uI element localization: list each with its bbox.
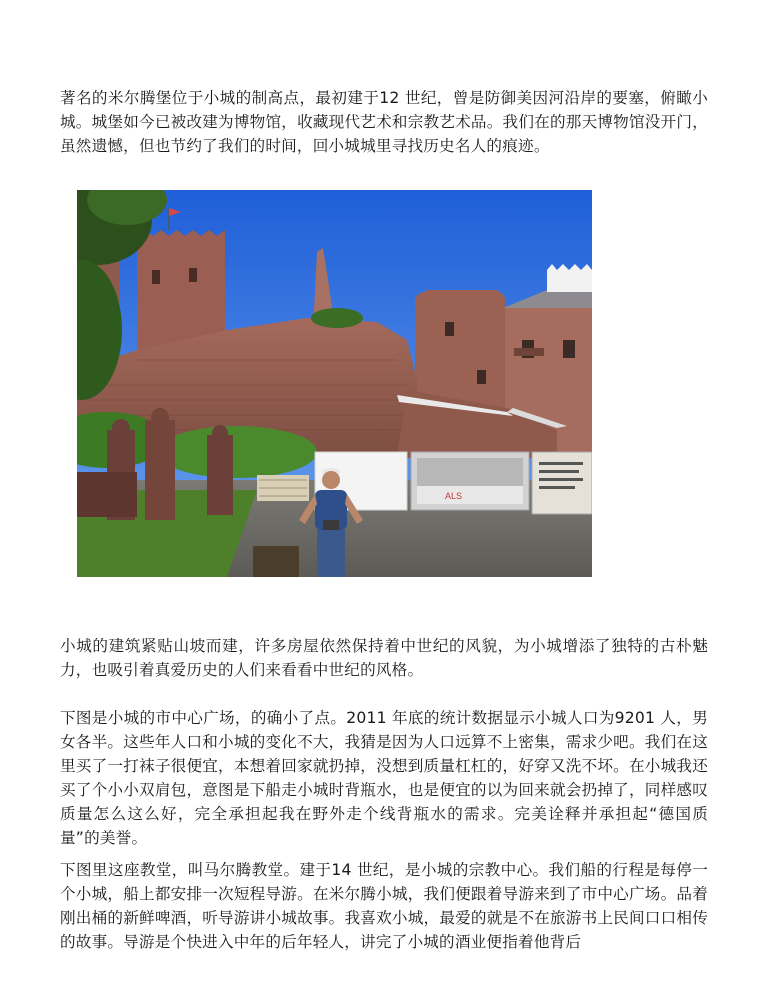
castle-photo [77,190,592,577]
paragraph-architecture: 小城的建筑紧贴山坡而建，许多房屋依然保持着中世纪的风貌，为小城增添了独特的古朴魅力，也吸引着真爱历史的人们来看看中世纪的风格。 [60,637,708,679]
construction-sign-text: ALS [445,491,463,501]
paragraph-castle-intro: 著名的米尔腾堡位于小城的制高点，最初建于12 世纪，曾是防御美因河沿岸的要塞，俯瞰小城。城堡如今已被改建为博物馆，收藏现代艺术和宗教艺术品。我们在的那天博物馆没开门，虽然遗憾，但也节约了我们的时间，回小城城里寻找历史名人的痕迹。 [60,89,708,155]
paragraph-church: 下图里这座教堂，叫马尔腾教堂。建于14 世纪，是小城的宗教中心。我们船的行程是每停一个小城，船上都安排一次短程导游。在米尔腾小城，我们便跟着导游来到了市中心广场。品着刚出桶的新鲜啤酒，听导游讲小城故事。我喜欢小城，最爱的就是不在旅游书上民间口口相传的故事。导游是个快进入中年的后年轻人，讲完了小城的酒业便指着他背后 [60,861,708,951]
paragraph-town-square: 下图是小城的市中心广场，的确小了点。2011 年底的统计数据显示小城人口为9201 人，男女各半。这些年人口和小城的变化不大，我猜是因为人口远算不上密集，需求少吧。我们在这里买了一打袜子很便宜，本想着回家就扔掉，没想到质量杠杠的，好穿又洗不坏。在小城我还买了个小小双肩包，意图是下船走小城时背瓶水，也是便宜的以为回来就会扔掉了，同样感叹质量怎么这么好，完全承担起我在野外走个线背瓶水的需求。完美诠释并承担起“德国质量”的美誉。 [60,709,708,847]
